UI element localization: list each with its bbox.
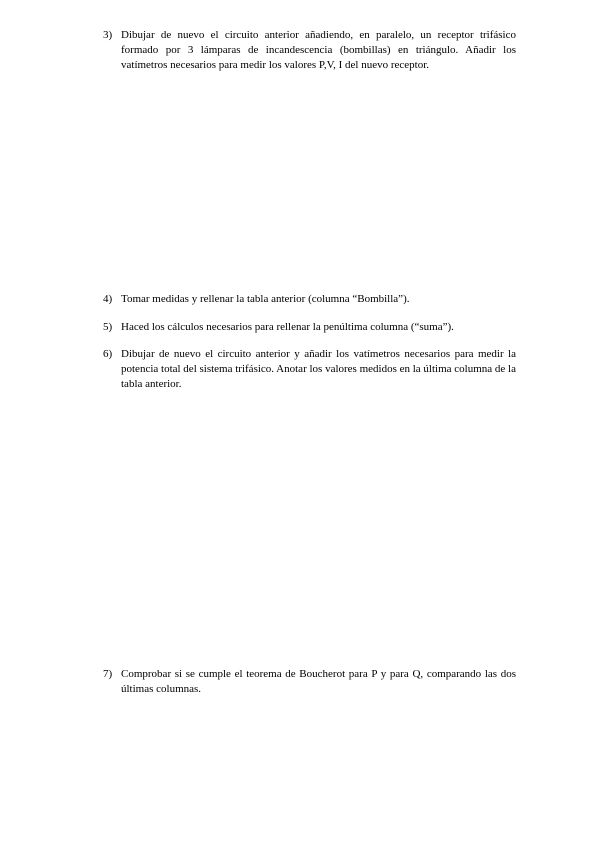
list-item-5 — [103, 320, 516, 335]
list-item-text: Comprobar si se cumple el teorema de Boucherot para P y para Q, comparando las dos últimas columnas. — [121, 668, 516, 695]
list-item-number: 4) — [103, 293, 113, 305]
list-item-number: 5) — [103, 321, 113, 333]
list-item-number: 7) — [103, 668, 113, 680]
list-item-number: 3) — [103, 29, 113, 41]
list-item-text: Tomar medidas y rellenar la tabla anterior (columna “Bombilla”). — [121, 293, 410, 305]
list-item-3 — [103, 28, 516, 73]
list-item-6 — [103, 347, 516, 392]
list-item-text: Dibujar de nuevo el circuito anterior y añadir los vatímetros necesarios para medir la potencia total del sistema trifásico. Anotar los valores medidos en la última columna de la tabla anterior. — [121, 348, 516, 390]
list-item-text: Dibujar de nuevo el circuito anterior añadiendo, en paralelo, un receptor trifásico formado por 3 lámparas de incandescencia (bombillas) en triángulo. Añadir los vatímetros necesarios para medir los valores P,V, I del nuevo receptor. — [121, 29, 516, 71]
list-item-4 — [103, 292, 516, 307]
list-item-number: 6) — [103, 348, 113, 360]
list-item-7 — [103, 667, 516, 697]
list-item-text: Haced los cálculos necesarios para rellenar la penúltima columna (“suma”). — [121, 321, 454, 333]
